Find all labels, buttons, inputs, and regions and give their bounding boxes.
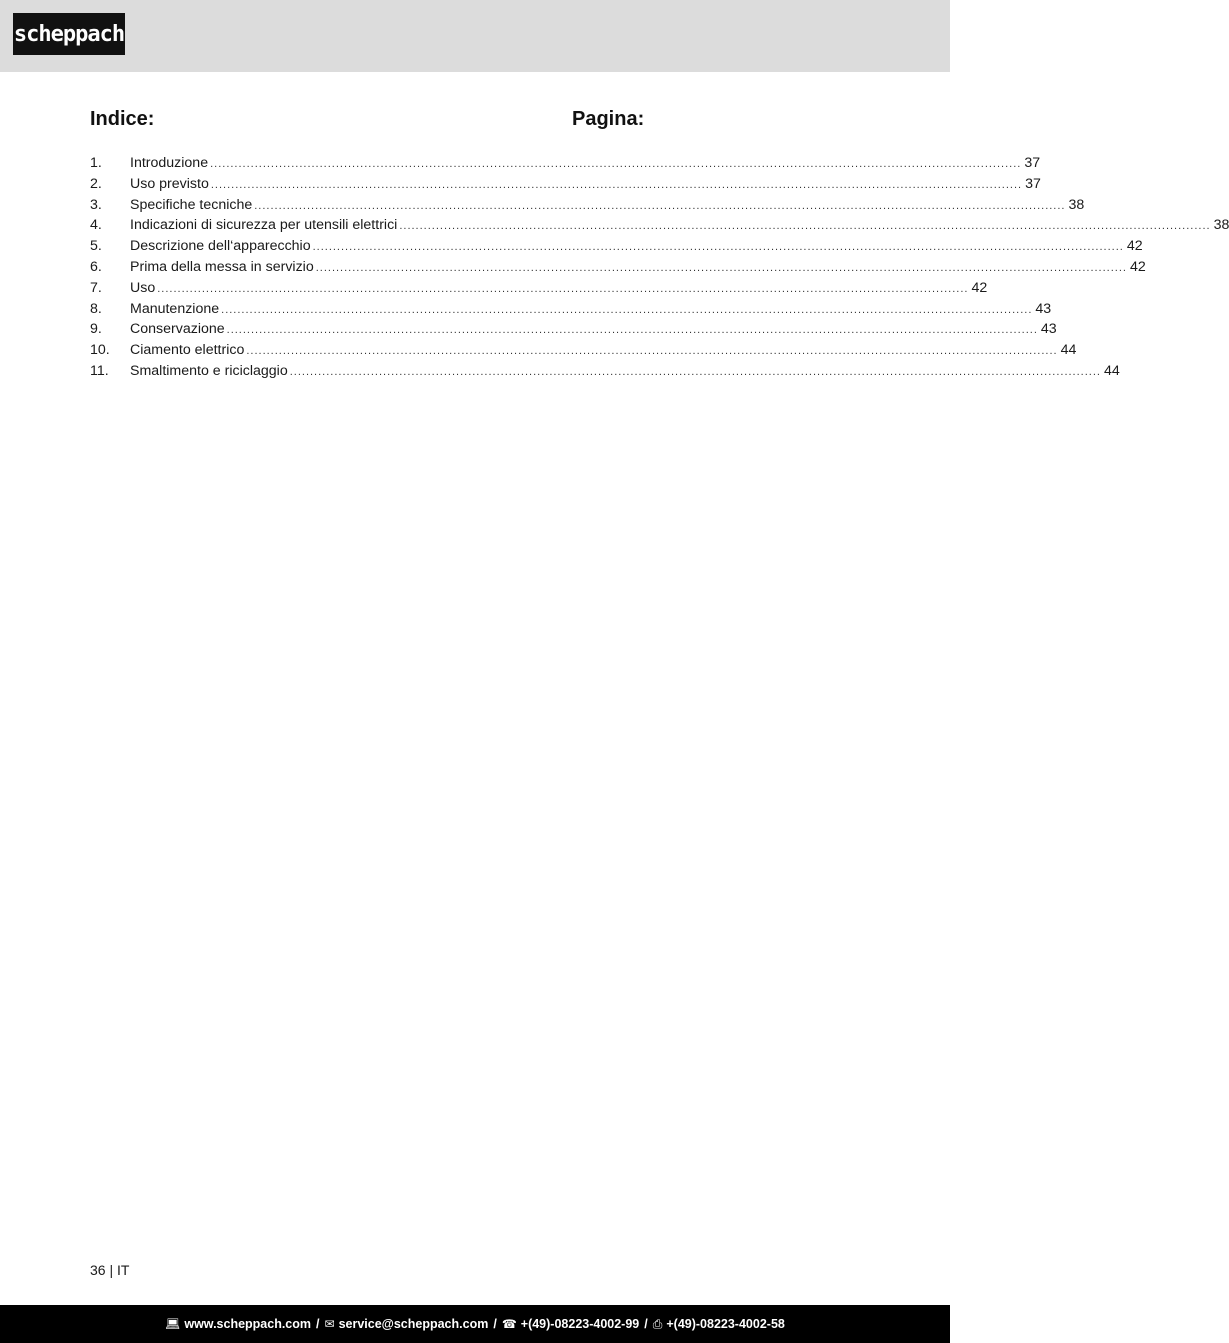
toc-entry-title: Ciamento elettrico: [130, 342, 245, 359]
toc-entry-page: 37: [1024, 155, 1041, 171]
toc-entry-number: 5.: [90, 238, 102, 255]
dot-leader: ........................................................................................................................................................................................................: [246, 345, 1058, 358]
toc-entry-page: 42: [971, 279, 988, 296]
toc-entry-title: Indicazioni di sicurezza per utensili elettrici: [130, 217, 398, 234]
toc-entry[interactable]: [90, 175, 1041, 197]
toc-entry-number: 3.: [90, 196, 102, 213]
toc-entry-number: 8.: [90, 300, 102, 317]
toc-entry-page: 37: [1025, 175, 1041, 192]
website-link[interactable]: www.scheppach.com: [184, 1317, 312, 1331]
toc-entry-number: 7.: [90, 279, 102, 296]
page-number-label: 36 | IT: [90, 1262, 130, 1278]
fax-number: +(49)-08223-4002-58: [666, 1317, 785, 1331]
toc-entry-page: 38: [1068, 196, 1085, 213]
email-link[interactable]: service@scheppach.com: [338, 1317, 489, 1331]
toc-entry[interactable]: [90, 258, 1146, 280]
page-header: [0, 0, 950, 72]
toc-entry-title: Smaltimento e riciclaggio: [130, 362, 288, 379]
dot-leader: ........................................................................................................................................................................................................: [289, 365, 1101, 378]
scheppach-logo: scheppach: [13, 13, 125, 55]
toc-entry[interactable]: [90, 362, 1120, 384]
email-icon: ✉︎: [324, 1317, 335, 1331]
dot-leader: ........................................................................................................................................................................................................: [221, 303, 1033, 316]
toc-entry[interactable]: [90, 321, 1057, 342]
toc-entry[interactable]: [90, 342, 1077, 363]
toc-entry-title: Conservazione: [130, 321, 225, 338]
toc-entry-page: 43: [1040, 321, 1057, 338]
separator: /: [644, 1317, 648, 1331]
toc-entry-title: Descrizione dell‘apparecchio: [130, 238, 311, 255]
toc-entry[interactable]: [90, 238, 1143, 259]
toc-entry[interactable]: [90, 196, 1085, 218]
toc-entry-page: 42: [1126, 238, 1143, 255]
dot-leader: ........................................................................................................................................................................................................: [315, 261, 1127, 274]
toc-entry-page: 44: [1060, 342, 1077, 359]
toc-entry-number: 10.: [90, 342, 110, 359]
toc-entry[interactable]: [90, 300, 1052, 322]
separator: /: [493, 1317, 497, 1331]
table-of-contents: [90, 155, 1229, 384]
dot-leader: ........................................................................................................................................................................................................: [312, 241, 1124, 254]
dot-leader: ........................................................................................................................................................................................................: [226, 324, 1038, 337]
toc-entry[interactable]: [90, 155, 1041, 176]
page-column-heading: Pagina:: [572, 108, 645, 130]
dot-leader: ........................................................................................................................................................................................................: [210, 178, 1023, 191]
dot-leader: ........................................................................................................................................................................................................: [157, 282, 969, 295]
toc-entry[interactable]: [90, 279, 988, 301]
toc-entry-number: 6.: [90, 258, 102, 275]
toc-entry-page: 42: [1129, 258, 1146, 275]
toc-entry-title: Prima della messa in servizio: [130, 258, 314, 275]
phone-number[interactable]: +(49)-08223-4002-99: [520, 1317, 640, 1331]
dot-leader: ........................................................................................................................................................................................................: [399, 220, 1211, 233]
fax-icon: ⎙: [652, 1316, 663, 1331]
phone-icon: ☎: [501, 1317, 517, 1331]
toc-entry-title: Introduzione: [130, 155, 209, 171]
toc-entry-page: 43: [1035, 300, 1052, 317]
toc-entry-number: 11.: [90, 362, 109, 379]
toc-entry-page: 44: [1103, 362, 1120, 379]
toc-heading: Indice:: [90, 108, 155, 130]
toc-entry-number: 9.: [90, 321, 102, 338]
dot-leader: ........................................................................................................................................................................................................: [210, 158, 1022, 170]
toc-entry[interactable]: [90, 217, 1229, 238]
separator: /: [316, 1317, 320, 1331]
toc-entry-page: 38: [1213, 217, 1229, 234]
dot-leader: ........................................................................................................................................................................................................: [254, 199, 1066, 212]
toc-entry-title: Specifiche tecniche: [130, 196, 253, 213]
toc-entry-number: 1.: [90, 155, 102, 171]
toc-entry-number: 4.: [90, 217, 102, 234]
contact-footer: [0, 1305, 950, 1343]
toc-entry-title: Uso previsto: [130, 175, 209, 192]
computer-icon: 💻︎: [165, 1317, 181, 1331]
toc-entry-number: 2.: [90, 175, 102, 192]
toc-entry-title: Manutenzione: [130, 300, 220, 317]
toc-entry-title: Uso: [130, 279, 156, 296]
